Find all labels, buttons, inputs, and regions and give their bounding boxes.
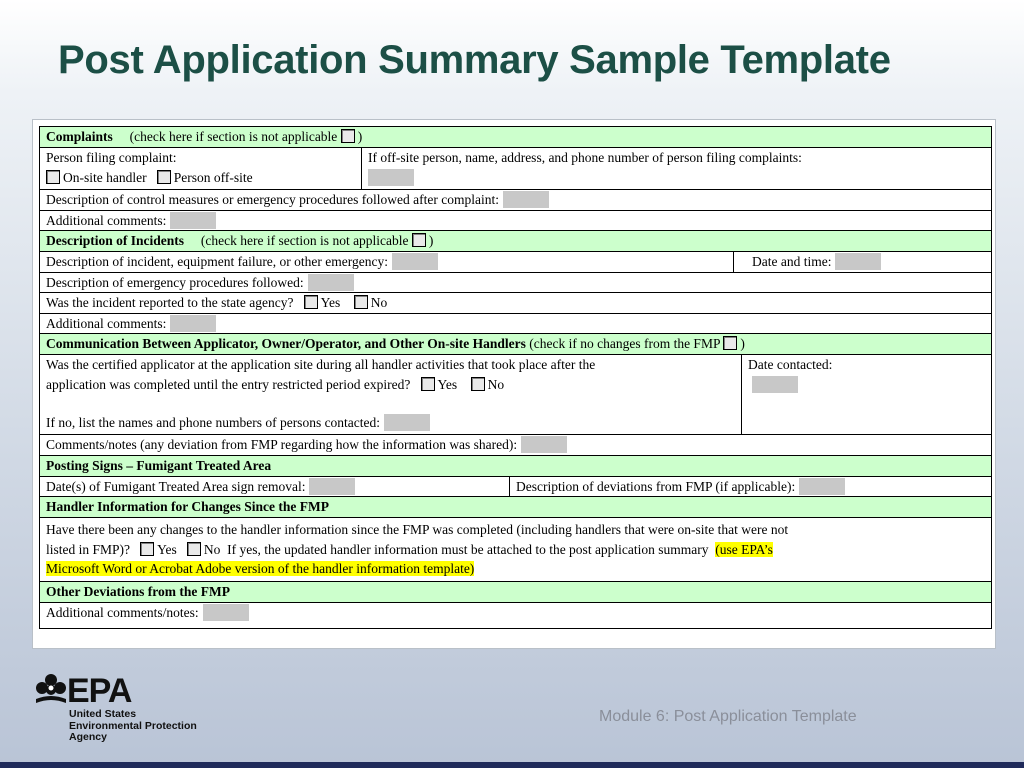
agency-line-3: Agency [69,731,107,743]
sign-removal-row [40,476,992,497]
form-panel [32,119,996,649]
agency-line-2: Environmental Protection [69,719,197,732]
onsite-handler-checkbox[interactable] [46,170,60,184]
communication-heading: Communication Between Applicator, Owner/Operator, and Other On-site Handlers [46,336,526,351]
complaints-heading: Complaints [46,129,113,144]
offsite-info-label: If off-site person, name, address, and phone number of person filing complaints: [368,150,802,165]
control-measures-field[interactable] [503,191,549,208]
date-contacted-label: Date contacted: [748,357,833,372]
persons-contacted-field[interactable] [384,414,430,431]
incidents-comments-label: Additional comments: [46,315,167,331]
complaints-comments-label: Additional comments: [46,212,167,228]
incidents-heading: Description of Incidents [46,233,184,248]
person-filing-label: Person filing complaint: [46,150,177,165]
offsite-info-field[interactable] [368,169,414,186]
agency-line-1: United States [69,708,137,720]
post-application-form [39,126,992,629]
posting-deviations-field[interactable] [799,478,845,495]
date-contacted-field[interactable] [752,376,798,393]
other-comments-label: Additional comments/notes: [46,604,199,620]
complaints-na-checkbox[interactable] [341,129,355,143]
reported-yes-checkbox[interactable] [304,295,318,309]
handler-no-label: No [203,541,221,557]
sign-removal-field[interactable] [309,478,355,495]
handler-template-link-cont[interactable]: Microsoft Word or Acrobat Adobe version of the handler information template) [46,561,475,576]
handler-no-checkbox[interactable] [187,542,201,556]
incident-desc-field[interactable] [392,253,438,270]
applicator-yes-checkbox[interactable] [421,377,435,391]
person-offsite-label: Person off-site [173,169,253,185]
incidents-na-close: ) [428,233,434,248]
date-contacted-cell [742,355,992,435]
control-measures-label: Description of control measures or emergency procedures followed after complaint: [46,192,499,207]
other-comments-row [40,602,992,628]
posting-header-row [40,455,992,476]
incidents-comments-field[interactable] [170,315,216,332]
handler-attach-text: If yes, the updated handler information must be attached to the post application summary [227,541,709,557]
communication-comments-field[interactable] [521,436,567,453]
person-offsite-checkbox[interactable] [157,170,171,184]
complaints-comments-field[interactable] [170,212,216,229]
epa-logo [34,673,224,745]
applicator-question-line1: Was the certified applicator at the application site during all handler activities that took place after the [46,357,596,372]
persons-contacted-label: If no, list the names and phone numbers of persons contacted: [46,415,381,430]
agency-name [69,709,197,744]
reported-question: Was the incident reported to the state agency? [46,295,294,310]
applicator-yes-label: Yes [437,376,458,392]
applicator-present-row [40,355,992,435]
reported-no-checkbox[interactable] [354,295,368,309]
sign-removal-label: Date(s) of Fumigant Treated Area sign removal: [46,478,306,494]
emergency-procedures-field[interactable] [308,274,354,291]
applicator-question-line2: application was completed until the entry restricted period expired? [46,376,411,392]
handler-question-line1: Have there been any changes to the handler information since the FMP was completed (including handlers that were on-site that were not [46,522,789,537]
incident-desc-label: Description of incident, equipment failure, or other emergency: [46,254,389,269]
other-header-row [40,581,992,602]
date-time-field[interactable] [835,253,881,270]
handler-heading: Handler Information for Changes Since the FMP [46,499,329,514]
handler-changes-row [40,518,992,582]
communication-header-row [40,334,992,355]
posting-deviations-label: Description of deviations from FMP (if applicable): [516,478,796,494]
complaints-na-note: (check here if section is not applicable [129,129,338,144]
incidents-na-note: (check here if section is not applicable [200,233,409,248]
incident-desc-row [40,252,992,273]
handler-template-link[interactable]: (use EPA’s [715,541,773,557]
communication-comments-row [40,435,992,456]
reported-no-label: No [370,295,388,310]
date-time-label: Date and time: [752,254,832,269]
bottom-bar [0,762,1024,768]
offsite-info-cell [362,148,992,190]
footer-module-label: Module 6: Post Application Template [599,708,857,725]
handler-yes-checkbox[interactable] [140,542,154,556]
epa-flower-icon [34,673,68,707]
reported-row [40,293,992,314]
epa-wordmark: EPA [67,672,132,710]
emergency-procedures-label: Description of emergency procedures followed: [46,274,304,290]
handler-yes-label: Yes [157,541,177,557]
emergency-procedures-row [40,272,992,293]
person-filing-cell [40,148,362,190]
handler-header-row [40,497,992,518]
person-filing-row [40,148,992,190]
applicator-no-label: No [487,376,505,392]
onsite-handler-label: On-site handler [63,169,147,185]
control-measures-row [40,190,992,211]
posting-heading: Posting Signs – Fumigant Treated Area [46,457,272,473]
applicator-no-checkbox[interactable] [471,377,485,391]
incidents-comments-row [40,313,992,334]
communication-na-note: (check if no changes from the FMP [529,336,720,351]
complaints-header-row [40,127,992,148]
incidents-header-row [40,231,992,252]
other-heading: Other Deviations from the FMP [46,583,230,599]
complaints-comments-row [40,210,992,231]
applicator-present-cell [40,355,742,435]
incidents-na-checkbox[interactable] [412,233,426,247]
other-comments-field[interactable] [203,604,249,621]
reported-yes-label: Yes [320,295,341,310]
slide-title: Post Application Summary Sample Template [58,38,891,82]
communication-comments-label: Comments/notes (any deviation from FMP regarding how the information was shared): [46,437,518,452]
complaints-na-close: ) [357,129,363,144]
communication-na-close: ) [740,336,745,351]
handler-question-line2: listed in FMP)? [46,541,131,557]
communication-na-checkbox[interactable] [723,336,737,350]
